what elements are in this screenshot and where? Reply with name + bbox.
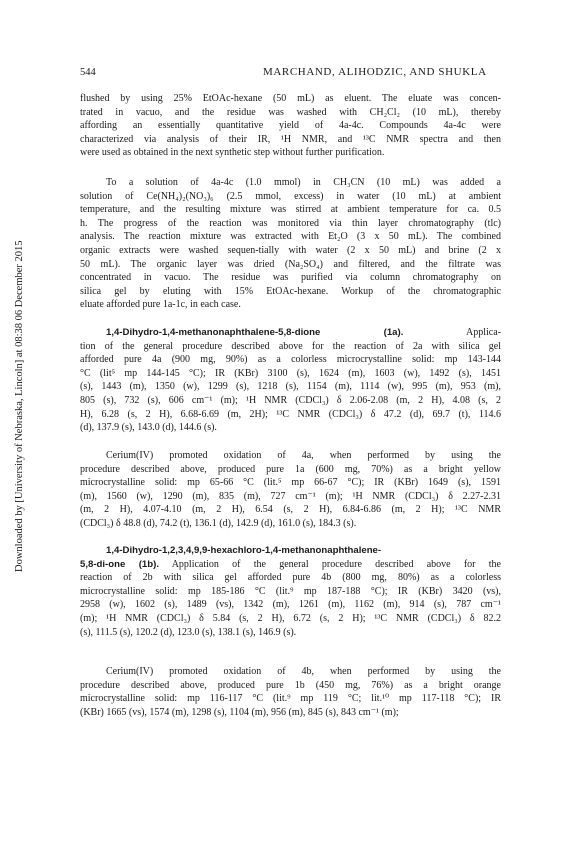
text-line: microcrystalline solid: mp 185-186 °C (lit.⁹ mp 187-188 °C); IR (KBr) 3420 (vs), (80, 585, 501, 597)
text-line: 5,8-di-one (1b). Application of the general procedure described above for the (80, 558, 501, 570)
text-line: H), 6.28 (s, 2 H), 6.68-6.69 (m, 2H); ¹³C NMR (CDCl₃) δ 47.2 (d), 69.7 (t), 114.6 (80, 408, 501, 420)
text-line: procedure described above, produced pure 1a (600 mg, 70%) as a bright yellow (80, 463, 501, 475)
text-line: reaction of 2b with silica gel afforded pure 4b (800 mg, 80%) as a colorless (80, 572, 501, 584)
text-line: eluate afforded pure 1a-1c, in each case. (80, 299, 241, 311)
text-line: 805 (s), 732 (s), 606 cm⁻¹ (m); ¹H NMR (CDCl₃) δ 2.06-2.08 (m, 2 H), 4.08 (s, 2 (80, 394, 501, 406)
text-line: temperature, and the resulting mixture was stirred at ambient temperature for ca. 0.5 (80, 204, 501, 216)
text-line: affording an essentially quantitative yield of 4a-4c. Compounds 4a-4c were (80, 120, 501, 132)
paragraph-general-oxidation (80, 176, 501, 312)
text-line: analysis. The reaction mixture was extracted with Et₂O (3 x 50 mL). The combined (80, 231, 501, 243)
text-line: h. The progress of the reaction was monitored via thin layer chromatography (tlc) (80, 217, 501, 229)
text-line: (CDCl₃) δ 48.8 (d), 74.2 (t), 136.1 (d), 142.9 (d), 161.0 (s), 184.3 (s). (80, 517, 357, 529)
paragraph-procedure-end (80, 92, 501, 160)
text-line: (s), 1443 (m), 1350 (w), 1299 (s), 1218 (s), 1154 (m), 1114 (w), 995 (m), 953 (m), (80, 381, 501, 393)
text-line: characterized via analysis of their IR, ¹H NMR, and ¹³C NMR spectra and then (80, 133, 501, 145)
download-notice: Downloaded by [University of Nebraska, Lincoln] at 08:38 06 December 2015 (14, 240, 25, 572)
text-line: (s), 111.5 (s), 120.2 (d), 123.0 (s), 138.1 (s), 146.9 (s). (80, 626, 297, 638)
text-line: (m), 1560 (w), 1290 (m), 835 (m), 727 cm⁻¹ (m); ¹H NMR (CDCl₃) δ 2.27-2.31 (80, 490, 501, 502)
text-line: solution of Ce(NH₄)₂(NO₃)₆ (2.5 mmol, excess) in water (10 mL) at ambient (80, 190, 501, 202)
paragraph-compound-1a (80, 326, 501, 435)
text-line: were used as obtained in the next synthetic step without further purification. (80, 147, 385, 159)
text-line: (KBr) 1665 (vs), 1574 (m), 1298 (s), 1104 (m), 956 (m), 845 (s), 843 cm⁻¹ (m); (80, 706, 399, 718)
page-number: 544 (80, 67, 96, 78)
text-line: organic extracts were washed sequen-tially with water (2 x 50 mL) and brine (2 x (80, 244, 501, 256)
paragraph-compound-1b (80, 544, 501, 639)
text-line: To a solution of 4a-4c (1.0 mmol) in CH₃CN (10 mL) was added a (106, 177, 501, 188)
text-line: °C (lit⁵ mp 144-145 °C); IR (KBr) 3100 (s), 1624 (m), 1603 (w), 1492 (s), 1451 (80, 367, 501, 379)
text-line: flushed by using 25% EtOAc-hexane (50 mL) as eluent. The eluate was concen- (80, 93, 501, 104)
text-line: trated in vacuo, and the residue was washed with CH₂Cl₂ (10 mL), thereby (80, 106, 501, 118)
text-line: microcrystalline solid: mp 116-117 °C (lit.⁹ mp 119 °C; lit.¹⁰ mp 117-118 °C); IR (80, 693, 501, 705)
text-line: silica gel by eluting with 15% EtOAc-hexane. Workup of the chromatographic (80, 285, 501, 297)
text-line: 1,4-Dihydro-1,2,3,4,9,9-hexachloro-1,4-methanonaphthalene- (106, 545, 382, 556)
text-line: (d), 137.9 (s), 143.0 (d), 144.6 (s). (80, 422, 217, 434)
text-line: afforded pure 4a (900 mg, 90%) as a colorless microcrystalline solid: mp 143-144 (80, 354, 501, 366)
text-line: procedure described above, produced pure 1b (450 mg, 76%) as a bright orange (80, 679, 501, 691)
text-line: 1,4-Dihydro-1,4-methanonaphthalene-5,8-dione (1a). Applica- (106, 327, 501, 338)
text-line: tion of the general procedure described above for the reaction of 2a with silica gel (80, 340, 501, 352)
running-head: MARCHAND, ALIHODZIC, AND SHUKLA (263, 66, 487, 78)
paragraph-oxidation-4b (80, 665, 501, 719)
text-line: 2958 (w), 1602 (s), 1489 (vs), 1342 (m), 1261 (m), 1162 (m), 914 (s), 787 cm⁻¹ (80, 599, 501, 611)
text-line: (m, 2 H), 4.07-4.10 (m, 2 H), 6.54 (s, 2 H), 6.84-6.86 (m, 2 H); ¹³C NMR (80, 504, 501, 516)
text-line: (m); ¹H NMR (CDCl₃) δ 5.84 (s, 2 H), 6.72 (s, 2 H); ¹³C NMR (CDCl₃) δ 82.2 (80, 612, 501, 624)
text-line: microcrystalline solid: mp 65-66 °C (lit.⁵ mp 66-67 °C); IR (KBr) 1649 (s), 1591 (80, 477, 501, 489)
text-line: Cerium(IV) promoted oxidation of 4a, when performed by using the (106, 450, 501, 461)
text-line: concentrated in vacuo. The residue was purified via column chromatography on (80, 272, 501, 284)
text-line: Cerium(IV) promoted oxidation of 4b, when performed by using the (106, 666, 501, 677)
paragraph-oxidation-4a (80, 449, 501, 531)
text-line: 50 mL). The organic layer was dried (Na₂SO₄) and filtered, and the filtrate was (80, 258, 501, 270)
